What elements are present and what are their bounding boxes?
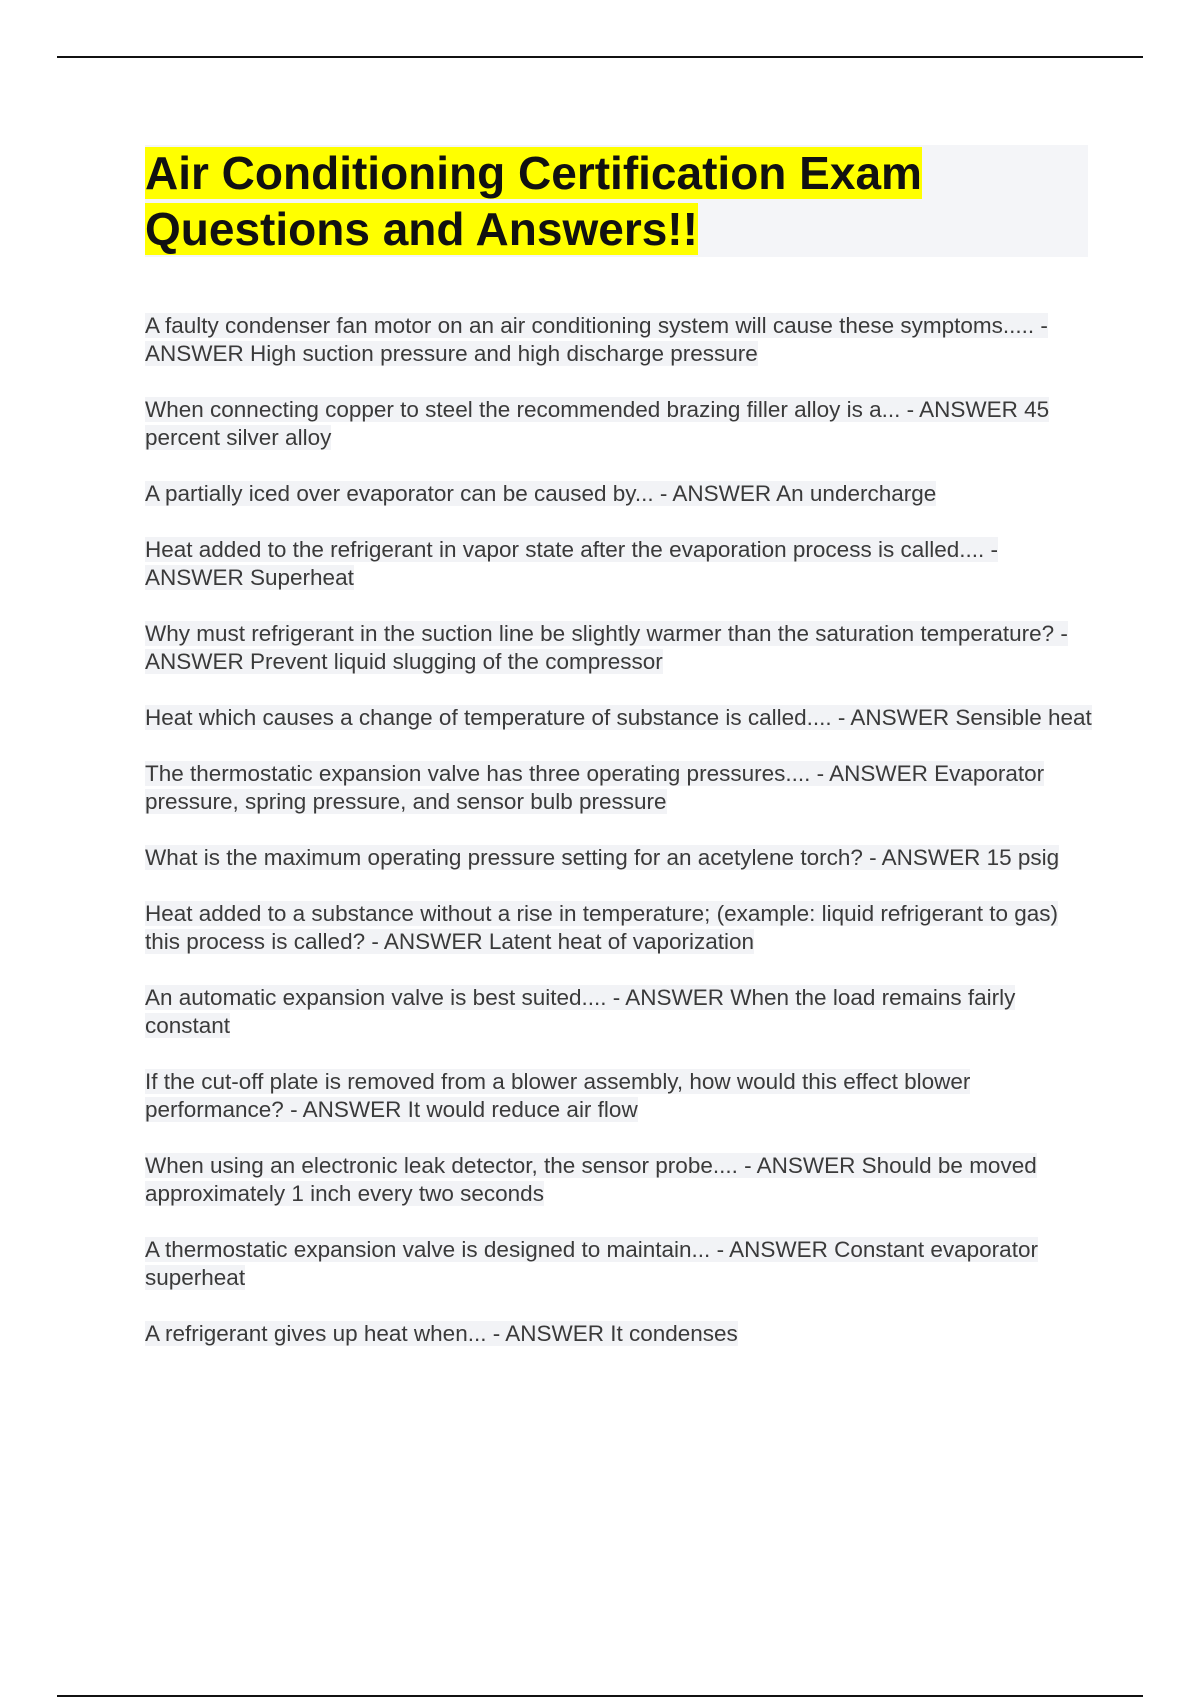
page-title (145, 145, 1088, 257)
qa-list (145, 312, 1095, 1376)
qa-text: When using an electronic leak detector, the sensor probe.... - ANSWER Should be moved approximately 1 inch every two seconds (145, 1153, 1037, 1206)
qa-item (145, 536, 1095, 592)
qa-item (145, 480, 1095, 508)
title-block (145, 145, 1088, 257)
qa-item (145, 620, 1095, 676)
bottom-rule (57, 1695, 1143, 1697)
qa-text: Heat added to the refrigerant in vapor state after the evaporation process is called.... - ANSWER Superheat (145, 537, 998, 590)
title-line-2: Questions and Answers!! (145, 203, 698, 255)
qa-text: The thermostatic expansion valve has three operating pressures.... - ANSWER Evaporator pressure, spring pressure, and sensor bulb pressure (145, 761, 1045, 814)
qa-text: A refrigerant gives up heat when... - ANSWER It condenses (145, 1321, 738, 1346)
qa-item (145, 396, 1095, 452)
qa-item (145, 984, 1095, 1040)
qa-text: Why must refrigerant in the suction line be slightly warmer than the saturation temperature? - ANSWER Prevent liquid slugging of the compressor (145, 621, 1068, 674)
qa-text: Heat added to a substance without a rise in temperature; (example: liquid refrigerant to gas) this process is called? - ANSWER Latent heat of vaporization (145, 901, 1058, 954)
qa-item (145, 1152, 1095, 1208)
qa-item (145, 1236, 1095, 1292)
qa-text: A faulty condenser fan motor on an air conditioning system will cause these symptoms..... - ANSWER High suction pressure and high discharge pressure (145, 313, 1048, 366)
qa-text: A partially iced over evaporator can be caused by... - ANSWER An undercharge (145, 481, 937, 506)
top-rule (57, 56, 1143, 58)
qa-text: An automatic expansion valve is best suited.... - ANSWER When the load remains fairly constant (145, 985, 1016, 1038)
qa-item (145, 704, 1095, 732)
qa-item (145, 1320, 1095, 1348)
qa-text: What is the maximum operating pressure setting for an acetylene torch? - ANSWER 15 psig (145, 845, 1060, 870)
qa-text: Heat which causes a change of temperature of substance is called.... - ANSWER Sensible heat (145, 705, 1092, 730)
qa-item (145, 900, 1095, 956)
qa-text: A thermostatic expansion valve is designed to maintain... - ANSWER Constant evaporator superheat (145, 1237, 1038, 1290)
qa-item (145, 760, 1095, 816)
qa-text: When connecting copper to steel the recommended brazing filler alloy is a... - ANSWER 45 percent silver alloy (145, 397, 1050, 450)
qa-item (145, 844, 1095, 872)
qa-item (145, 1068, 1095, 1124)
title-line-1: Air Conditioning Certification Exam (145, 147, 922, 199)
qa-item (145, 312, 1095, 368)
qa-text: If the cut-off plate is removed from a blower assembly, how would this effect blower performance? - ANSWER It would reduce air flow (145, 1069, 971, 1122)
